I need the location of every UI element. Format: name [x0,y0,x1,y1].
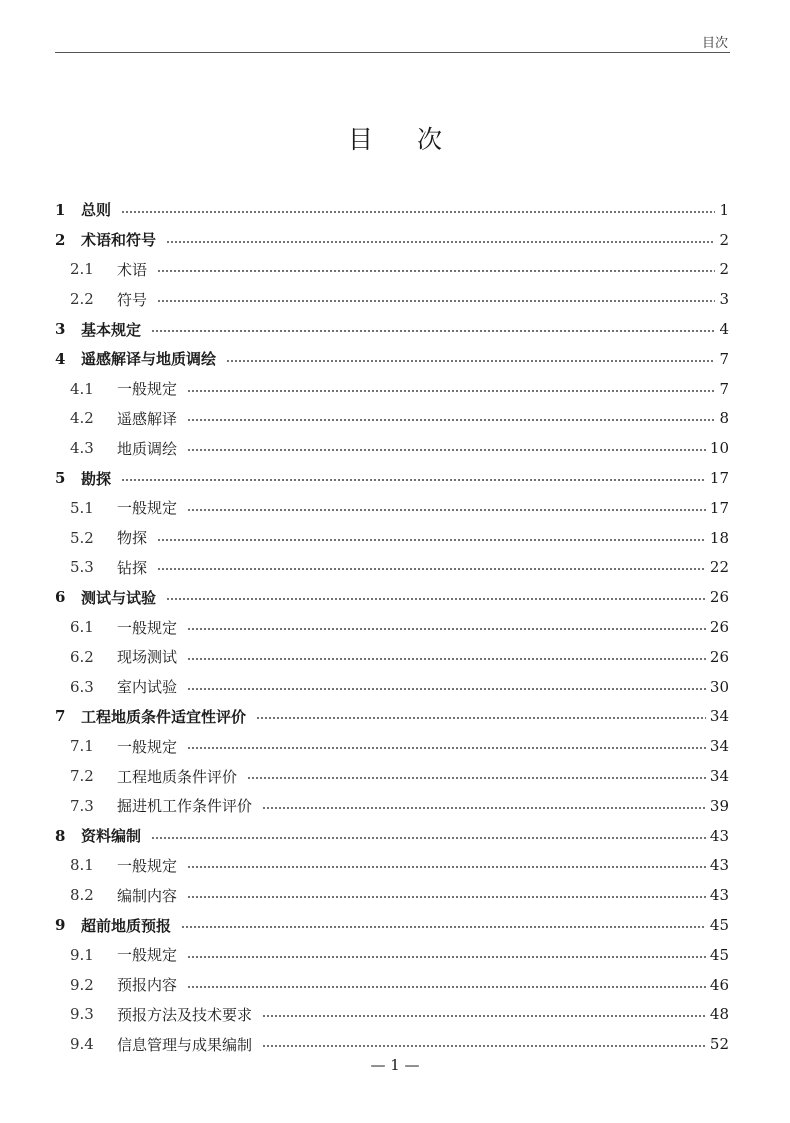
toc-section-entry[interactable] [55,672,729,702]
dot-leader [187,896,706,898]
toc-section-entry[interactable] [55,791,729,821]
toc-chapter-entry[interactable] [55,910,729,940]
toc-entry-number: 4.1 [70,379,94,398]
toc-chapter-entry[interactable] [55,582,729,612]
toc-section-entry[interactable] [55,612,729,642]
dot-leader [187,986,706,988]
dot-leader [166,598,706,600]
toc-section-entry[interactable] [55,851,729,881]
toc-entry-number: 5.3 [70,558,94,577]
dot-leader [166,241,715,243]
toc-entry-number: 2 [55,230,66,249]
toc-entry-title: 工程地质条件评价 [117,767,238,786]
toc-entry-number: 8.1 [70,856,94,875]
toc-entry-page: 26 [709,618,729,637]
dot-leader [256,717,706,719]
toc-entry-page: 43 [709,886,729,905]
page-number: — 1 — [370,1056,420,1074]
toc-entry-page: 45 [709,916,729,935]
running-header-title: 目次 [701,36,728,51]
toc-entry-page: 17 [709,469,729,488]
toc-section-entry[interactable] [55,255,729,285]
dot-leader [247,777,706,779]
toc-entry-number: 8 [55,826,66,845]
dot-leader [187,956,706,958]
toc-entry-number: 6.1 [70,618,94,637]
dot-leader [157,270,715,272]
toc-entry-title: 术语 [117,260,148,279]
toc-entry-title: 编制内容 [117,886,178,905]
toc-entry-page: 30 [709,677,729,696]
toc-section-entry[interactable] [55,1000,729,1030]
dot-leader [187,628,706,630]
toc-entry-page: 22 [709,558,729,577]
toc-entry-number: 9 [55,916,66,935]
toc-entry-title: 遥感解译与地质调绘 [81,350,217,369]
toc-entry-page: 39 [709,796,729,815]
toc-section-entry[interactable] [55,731,729,761]
toc-section-entry[interactable] [55,284,729,314]
toc-entry-page: 46 [709,975,729,994]
toc-entry-number: 9.1 [70,945,94,964]
toc-entry-number: 9.2 [70,975,94,994]
dot-leader [262,1045,706,1047]
toc-entry-title: 工程地质条件适宜性评价 [81,707,247,726]
toc-entry-number: 4 [55,349,66,368]
dot-leader [157,300,715,302]
toc-entry-page: 26 [709,588,729,607]
toc-chapter-entry[interactable] [55,821,729,851]
toc-entry-page: 17 [709,498,729,517]
toc-entry-title: 一般规定 [117,856,178,875]
dot-leader [187,449,706,451]
toc-entry-title: 掘进机工作条件评价 [117,797,253,816]
toc-entry-page: 34 [709,737,729,756]
toc-section-entry[interactable] [55,493,729,523]
toc-entry-number: 7 [55,707,66,726]
toc-entry-number: 4.3 [70,439,94,458]
toc-entry-number: 2.1 [70,260,94,279]
toc-entry-number: 5 [55,469,66,488]
dot-leader [226,360,715,362]
dot-leader [187,419,715,421]
toc-entry-page: 45 [709,945,729,964]
running-header [55,26,730,53]
toc-entry-title: 勘探 [81,469,112,488]
dot-leader [151,330,715,332]
page-title: 目次 [347,125,486,154]
dot-leader [121,479,706,481]
toc-section-entry[interactable] [55,940,729,970]
dot-leader [262,807,706,809]
toc-entry-title: 物探 [117,529,148,548]
toc-section-entry[interactable] [55,553,729,583]
dot-leader [187,866,706,868]
toc-entry-number: 8.2 [70,886,94,905]
toc-entry-number: 6 [55,588,66,607]
toc-chapter-entry[interactable] [55,195,729,225]
toc-entry-number: 4.2 [70,409,94,428]
toc-entry-page: 34 [709,707,729,726]
toc-section-entry[interactable] [55,1029,729,1059]
dot-leader [157,568,706,570]
toc-entry-number: 9.3 [70,1005,94,1024]
toc-entry-title: 测试与试验 [81,588,157,607]
toc-entry-number: 7.3 [70,796,94,815]
toc-section-entry[interactable] [55,642,729,672]
toc-entry-page: 8 [719,409,729,428]
toc-entry-title: 室内试验 [117,678,178,697]
dot-leader [151,837,706,839]
toc-section-entry[interactable] [55,374,729,404]
toc-entry-title: 总则 [81,201,112,220]
dot-leader [187,509,706,511]
toc-entry-title: 超前地质预报 [81,916,172,935]
toc-entry-number: 9.4 [70,1035,94,1054]
toc-chapter-entry[interactable] [55,314,729,344]
toc-entry-title: 地质调绘 [117,439,178,458]
toc-entry-page: 52 [709,1035,729,1054]
toc-entry-page: 26 [709,647,729,666]
toc-entry-page: 7 [719,379,729,398]
toc-entry-number: 1 [55,200,66,219]
dot-leader [187,747,706,749]
toc-section-entry[interactable] [55,880,729,910]
toc-entry-page: 18 [709,528,729,547]
toc-chapter-entry[interactable] [55,702,729,732]
toc-entry-title: 一般规定 [117,380,178,399]
toc-entry-title: 基本规定 [81,320,142,339]
toc-entry-page: 7 [719,349,729,368]
toc-entry-title: 一般规定 [117,737,178,756]
toc-section-entry[interactable] [55,523,729,553]
toc-entry-title: 遥感解译 [117,409,178,428]
toc-entry-number: 3 [55,320,66,339]
toc-section-entry[interactable] [55,970,729,1000]
dot-leader [262,1015,706,1017]
toc-entry-title: 预报内容 [117,976,178,995]
toc-entry-page: 1 [719,200,729,219]
toc-entry-title: 一般规定 [117,946,178,965]
toc-section-entry[interactable] [55,761,729,791]
toc-entry-number: 6.2 [70,647,94,666]
toc-entry-page: 2 [719,230,729,249]
toc-entry-number: 2.2 [70,290,94,309]
dot-leader [181,926,706,928]
toc-entry-title: 术语和符号 [81,231,157,250]
toc-entry-title: 一般规定 [117,499,178,518]
toc-entry-page: 10 [709,439,729,458]
toc-entry-title: 一般规定 [117,618,178,637]
toc-entry-number: 7.2 [70,767,94,786]
toc-entry-page: 2 [719,260,729,279]
toc-entry-title: 资料编制 [81,827,142,846]
toc-chapter-entry[interactable] [55,463,729,493]
toc-entry-title: 符号 [117,290,148,309]
dot-leader [121,211,715,213]
dot-leader [187,688,706,690]
toc-entry-title: 预报方法及技术要求 [117,1005,253,1024]
toc-entry-page: 3 [719,290,729,309]
toc-chapter-entry[interactable] [55,225,729,255]
toc-entry-title: 现场测试 [117,648,178,667]
toc-entry-number: 5.2 [70,528,94,547]
toc-entry-page: 34 [709,767,729,786]
toc-entry-number: 7.1 [70,737,94,756]
toc-entry-page: 43 [709,826,729,845]
toc-entry-title: 信息管理与成果编制 [117,1035,253,1054]
toc-entry-page: 48 [709,1005,729,1024]
toc-section-entry[interactable] [55,404,729,434]
table-of-contents [55,195,729,1059]
dot-leader [187,658,706,660]
dot-leader [187,390,715,392]
toc-section-entry[interactable] [55,433,729,463]
toc-entry-number: 6.3 [70,677,94,696]
toc-entry-page: 43 [709,856,729,875]
toc-entry-title: 钻探 [117,558,148,577]
dot-leader [157,539,706,541]
toc-chapter-entry[interactable] [55,344,729,374]
toc-entry-page: 4 [719,320,729,339]
toc-entry-number: 5.1 [70,498,94,517]
